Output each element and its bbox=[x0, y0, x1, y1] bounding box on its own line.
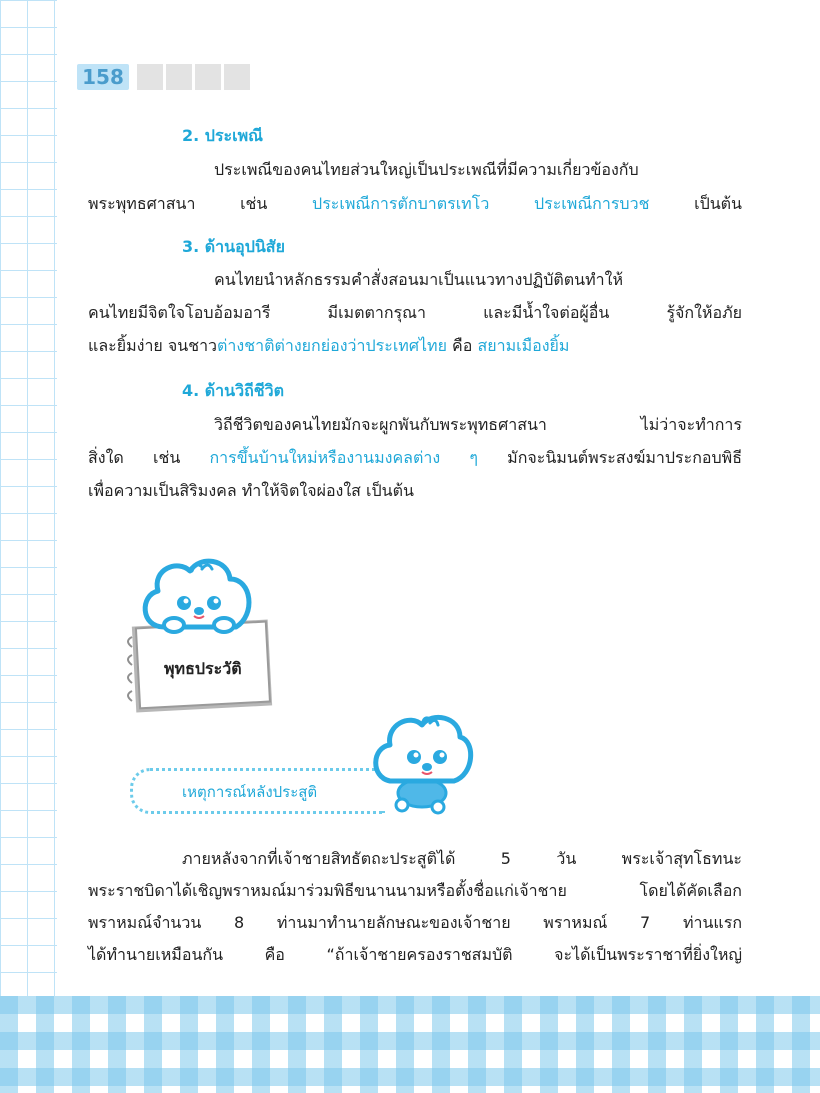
body-line: ภายหลังจากที่เจ้าชายสิทธัตถะประสูติได้ 5 วัน พระเจ้าสุทโธทนะ bbox=[182, 849, 742, 868]
text-segment: คนไทยมีจิตใจโอบอ้อมอารี มีเมตตากรุณา และมีน้ำใจต่อผู้อื่น รู้จักให้อภัย bbox=[88, 303, 742, 322]
text-segment: มักจะนิมนต์พระสงฆ์มาประกอบพิธี bbox=[477, 448, 742, 467]
section-heading: 4. ด้านวิถีชีวิต bbox=[182, 381, 284, 400]
mascot-sign-illustration bbox=[118, 545, 278, 720]
text-line bbox=[88, 192, 742, 217]
page-number: 158 bbox=[77, 64, 129, 90]
mascot-sitting-illustration bbox=[368, 705, 478, 815]
highlight-text: การขึ้นบ้านใหม่หรืองานมงคลต่าง ๆ bbox=[209, 448, 478, 467]
text-segment: คนไทยนำหลักธรรมคำสั่งสอนมาเป็นแนวทางปฏิบัติตนทำให้ bbox=[214, 270, 623, 289]
text-segment: เพื่อความเป็นสิริมงคล ทำให้จิตใจผ่องใส เป็นต้น bbox=[88, 481, 414, 500]
spiral-rings-icon bbox=[128, 637, 132, 701]
text-segment: วิถีชีวิตของคนไทยมักจะผูกพันกับพระพุทธศาสนา ไม่ว่าจะทำการ bbox=[214, 415, 742, 434]
text-segment: เป็นต้น bbox=[649, 194, 742, 213]
text-line bbox=[88, 301, 742, 326]
text-line bbox=[88, 446, 742, 471]
text-line bbox=[214, 158, 742, 183]
highlight-text: ต่างชาติต่างยกย่องว่าประเทศไทย bbox=[217, 336, 447, 355]
highlight-text: สยามเมืองยิ้ม bbox=[477, 336, 570, 355]
body-line: ได้ทำนายเหมือนกัน คือ “ถ้าเจ้าชายครองราชสมบัติ จะได้เป็นพระราชาที่ยิ่งใหญ่ bbox=[88, 945, 742, 964]
page-tab-square bbox=[166, 64, 192, 90]
page-tab-square bbox=[195, 64, 221, 90]
highlight-text: ประเพณีการตักบาตรเทโว ประเพณีการบวช bbox=[312, 194, 650, 213]
text-segment: ประเพณีของคนไทยส่วนใหญ่เป็นประเพณีที่มีความเกี่ยวข้องกับ bbox=[214, 160, 639, 179]
text-line bbox=[214, 268, 742, 293]
page-tab-square bbox=[137, 64, 163, 90]
mascot-body-icon bbox=[396, 779, 446, 813]
decorative-gingham-band bbox=[0, 996, 820, 1093]
text-line bbox=[214, 413, 742, 438]
section-heading: 2. ประเพณี bbox=[182, 126, 263, 145]
section-heading: 3. ด้านอุปนิสัย bbox=[182, 237, 285, 256]
sign-label: พุทธประวัติ bbox=[164, 659, 242, 678]
mascot-face-icon bbox=[145, 561, 249, 632]
body-line: พราหมณ์จำนวน 8 ท่านมาทำนายลักษณะของเจ้าชาย พราหมณ์ 7 ท่านแรก bbox=[88, 913, 742, 932]
text-line bbox=[88, 334, 742, 359]
text-segment: พระพุทธศาสนา เช่น bbox=[88, 194, 313, 213]
text-segment: สิ่งใด เช่น bbox=[88, 448, 210, 467]
text-line bbox=[88, 479, 742, 504]
body-line: พระราชบิดาได้เชิญพราหมณ์มาร่วมพิธีขนานนามหรือตั้งชื่อแก่เจ้าชาย โดยได้คัดเลือก bbox=[88, 881, 742, 900]
mascot-face-icon bbox=[376, 717, 471, 781]
page-tab-square bbox=[224, 64, 250, 90]
subheading-label: เหตุการณ์หลังประสูติ bbox=[182, 783, 318, 801]
text-segment: คือ bbox=[446, 336, 478, 355]
text-segment: และยิ้มง่าย จนชาว bbox=[88, 336, 218, 355]
